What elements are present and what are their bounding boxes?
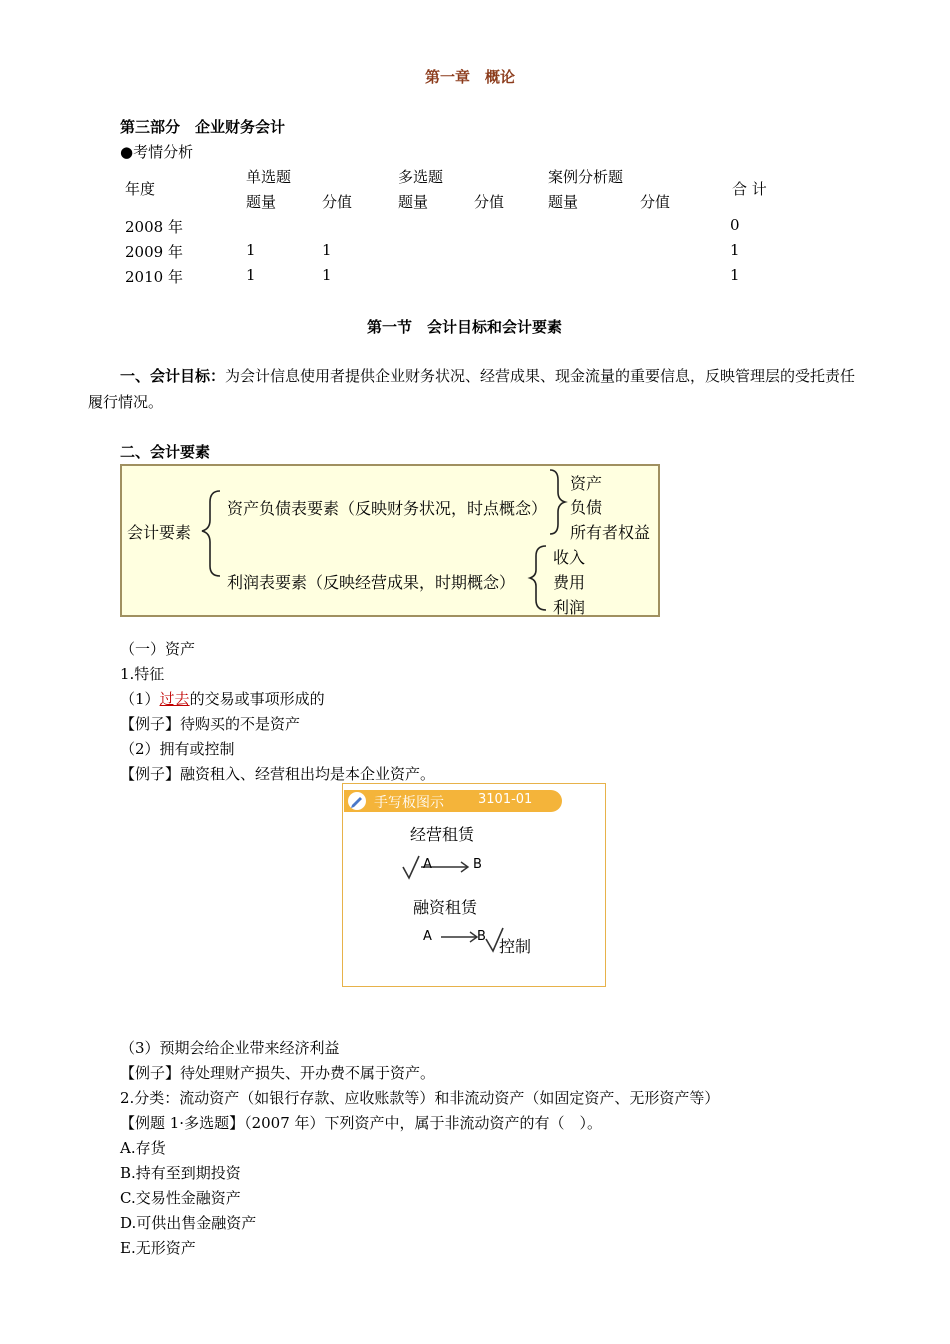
- finance-lease-label: 融资租赁: [413, 898, 478, 917]
- table-row-single-count: 1: [246, 266, 256, 284]
- multi-choice-header: 多选题: [398, 168, 444, 186]
- income-item-expenses: 费用: [553, 573, 586, 592]
- operating-lease-label: 经营租赁: [410, 825, 475, 844]
- elements-heading: 二、会计要素: [120, 443, 211, 461]
- table-row-single-score: 1: [322, 241, 332, 259]
- finance-lease-b: B: [477, 929, 486, 944]
- handwriting-board: [342, 783, 606, 987]
- text-line: 2.分类：流动资产（如银行存款、应收账款等）和非流动资产（如固定资产、无形资产等）: [120, 1089, 720, 1107]
- balance-item-equity: 所有者权益: [570, 523, 651, 542]
- case-count-header: 题量: [548, 193, 579, 211]
- text-line: 1.特征: [120, 665, 165, 683]
- part-title: 第三部分 企业财务会计: [120, 118, 286, 136]
- table-row-year: 2010 年: [125, 268, 183, 286]
- multi-score-header: 分值: [474, 193, 505, 211]
- answer-option: B.持有至到期投资: [120, 1164, 241, 1182]
- table-row-year: 2009 年: [125, 243, 183, 261]
- answer-option: D.可供出售金融资产: [120, 1214, 257, 1232]
- table-row-total: 0: [730, 216, 740, 234]
- total-header: 合 计: [732, 180, 767, 198]
- feature-1-suffix: 的交易或事项形成的: [189, 690, 325, 708]
- control-label: 控制: [499, 937, 532, 956]
- balance-item-liabilities: 负债: [570, 498, 603, 517]
- table-row-total: 1: [730, 266, 740, 284]
- answer-option: E.无形资产: [120, 1239, 196, 1257]
- single-count-header: 题量: [246, 193, 277, 211]
- operating-lease-a: A: [423, 857, 432, 872]
- feature-1-line: [120, 688, 325, 709]
- board-tab-label: 手写板图示: [374, 795, 444, 811]
- feature-1-prefix: （1）: [120, 690, 160, 708]
- answer-option: C.交易性金融资产: [120, 1189, 241, 1207]
- table-row-single-count: 1: [246, 241, 256, 259]
- exam-heading: ●考情分析: [120, 143, 194, 161]
- text-line: 【例子】融资租入、经营租出均是本企业资产。: [120, 765, 436, 783]
- case-analysis-header: 案例分析题: [548, 168, 624, 186]
- chapter-title: 第一章 概论: [425, 68, 516, 86]
- operating-lease-b: B: [473, 857, 482, 872]
- case-score-header: 分值: [640, 193, 671, 211]
- accounting-goal-paragraph: [88, 363, 860, 415]
- year-header: 年度: [125, 180, 156, 198]
- income-statement-branch: 利润表要素（反映经营成果，时期概念）: [227, 573, 516, 592]
- answer-option: A.存货: [120, 1139, 166, 1157]
- single-score-header: 分值: [322, 193, 353, 211]
- balance-sheet-branch: 资产负债表要素（反映财务状况，时点概念）: [227, 499, 548, 518]
- income-item-profit: 利润: [553, 598, 586, 617]
- text-line: 【例子】待购买的不是资产: [120, 715, 301, 733]
- balance-item-assets: 资产: [570, 474, 603, 493]
- text-line: （2）拥有或控制: [120, 740, 235, 758]
- text-line: 【例子】待处理财产损失、开办费不属于资产。: [120, 1064, 436, 1082]
- multi-count-header: 题量: [398, 193, 429, 211]
- table-row-single-score: 1: [322, 266, 332, 284]
- table-row-year: 2008 年: [125, 218, 183, 236]
- text-line: （3）预期会给企业带来经济利益: [120, 1039, 340, 1057]
- accounting-goal-label: 一、会计目标：: [120, 367, 226, 385]
- income-item-revenue: 收入: [553, 548, 586, 567]
- finance-lease-a: A: [423, 929, 432, 944]
- exam-question: 【例题 1·多选题】（2007 年）下列资产中，属于非流动资产的有（ ）。: [120, 1114, 603, 1132]
- diagram-root: 会计要素: [127, 523, 192, 542]
- single-choice-header: 单选题: [246, 168, 292, 186]
- text-line: （一）资产: [120, 640, 196, 658]
- table-row-total: 1: [730, 241, 740, 259]
- section-title: 第一节 会计目标和会计要素: [367, 318, 563, 336]
- accounting-goal-text: 为会计信息使用者提供企业财务状况、经营成果、现金流量的重要信息，反映管理层的受托责任履行情况。: [88, 367, 856, 411]
- accounting-elements-diagram: [120, 464, 660, 617]
- feature-1-highlight: 过去: [159, 690, 190, 708]
- board-tab-code: 3101-01: [478, 792, 533, 807]
- lease-arrows: [343, 784, 607, 988]
